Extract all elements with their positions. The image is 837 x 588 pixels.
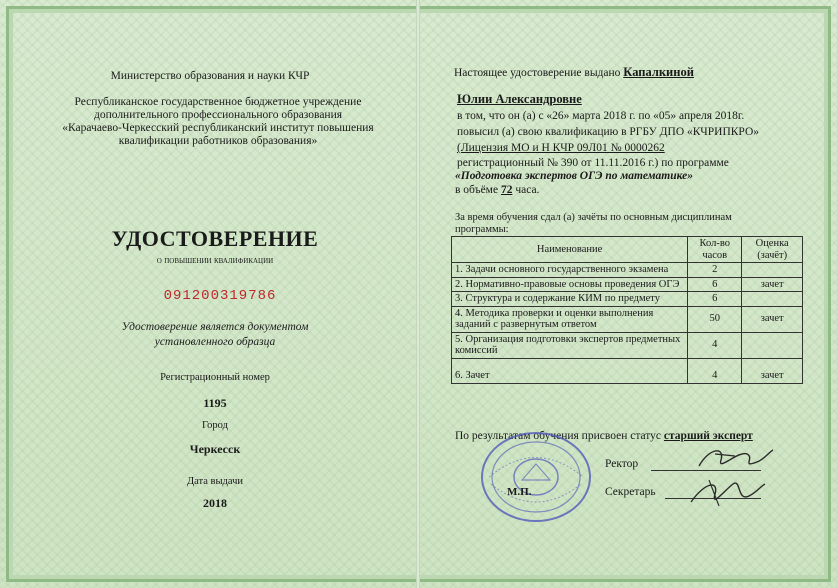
document-subtitle: о повышении квалификации <box>156 256 274 266</box>
subject-hours: 50 <box>688 306 742 332</box>
license-line: (Лицензия МО и Н КЧР 09Л01 № 0000262 <box>457 142 665 154</box>
qualification-line: повысил (а) свою квалификацию в РГБУ ДПО «КЧРИПКРО» <box>457 126 760 138</box>
table-row <box>452 292 803 307</box>
note-line: Удостоверение является документом <box>121 321 309 333</box>
note-line: установленного образца <box>154 336 276 348</box>
reg-number-label: Регистрационный номер <box>160 372 270 383</box>
hours-value: 72 <box>500 184 513 196</box>
hours-prefix: в объёме <box>455 184 499 196</box>
city-value: Черкесск <box>189 442 241 456</box>
header-name: Наименование <box>452 237 688 263</box>
issue-date-label: Дата выдачи <box>186 476 244 487</box>
serial-number: 091200319786 <box>163 288 277 304</box>
official-seal-icon <box>477 428 595 526</box>
subject-hours: 6 <box>688 277 742 292</box>
reg-number-value: 1195 <box>203 396 227 410</box>
rector-signature-icon <box>695 440 775 474</box>
table-row <box>452 277 803 292</box>
header-grade: Оценка (зачёт) <box>742 237 803 263</box>
recipient-given-name: Юлии Александровне <box>457 92 582 106</box>
subject-hours: 2 <box>688 263 742 278</box>
subject-hours: 6 <box>688 292 742 307</box>
program-name: «Подготовка экспертов ОГЭ по математике» <box>455 170 693 182</box>
institution-line: дополнительного профессионального образования <box>93 109 343 121</box>
document-note <box>90 320 340 350</box>
subject-name: 3. Структура и содержание КИМ по предмету <box>452 292 688 307</box>
table-row <box>452 306 803 332</box>
period-line: в том, что он (а) с «26» марта 2018 г. по «05» апреля 2018г. <box>457 110 745 122</box>
institution-line: квалификации работников образования» <box>118 135 318 147</box>
table-row <box>452 263 803 278</box>
subject-grade <box>742 332 803 358</box>
subject-grade: зачет <box>742 306 803 332</box>
secretary-signature-icon <box>685 472 767 512</box>
issue-date-value: 2018 <box>203 496 227 510</box>
subject-name: 2. Нормативно-правовые основы проведения ОГЭ <box>452 277 688 292</box>
institution-name <box>40 96 396 148</box>
header-hours: Кол-во часов <box>688 237 742 263</box>
subject-name: 6. Зачет <box>452 358 688 383</box>
right-page <box>419 0 837 588</box>
subject-name: 1. Задачи основного государственного экзамена <box>452 263 688 278</box>
institution-line: Республиканское государственное бюджетное учреждение <box>74 96 362 108</box>
subject-hours: 4 <box>688 358 742 383</box>
hours-line <box>455 184 539 197</box>
exams-intro-line: За время обучения сдал (а) зачёты по основным дисциплинам <box>455 212 732 223</box>
subject-grade <box>742 292 803 307</box>
subject-name: 5. Организация подготовки экспертов предметных комиссий <box>452 332 688 358</box>
table-row <box>452 332 803 358</box>
exams-intro <box>455 212 815 236</box>
left-page <box>0 0 418 588</box>
city-label: Город <box>202 420 228 431</box>
status-prefix: По результатам обучения присвоен статус <box>455 430 662 442</box>
stamp-label: М.П. <box>507 486 532 498</box>
exams-intro-line: программы: <box>455 224 509 235</box>
secretary-label: Секретарь <box>605 486 656 498</box>
table-header-row <box>452 237 803 263</box>
document-title: УДОСТОВЕРЕНИЕ <box>111 226 319 251</box>
hours-suffix: часа. <box>515 184 540 196</box>
issued-to-line <box>454 66 814 80</box>
subject-name: 4. Методика проверки и оценки выполнения заданий с развернутым ответом <box>452 306 688 332</box>
institution-line: «Карачаево-Черкесский республиканский институт повышения <box>62 122 374 134</box>
rector-label: Ректор <box>605 458 639 470</box>
ministry-name: Министерство образования и науки КЧР <box>110 70 310 82</box>
status-value: старший эксперт <box>663 430 753 442</box>
registration-line: регистрационный № 390 от 11.11.2016 г.) по программе <box>457 157 729 169</box>
subject-grade: зачет <box>742 358 803 383</box>
issued-label: Настоящее удостоверение выдано <box>454 67 621 79</box>
table-row <box>452 358 803 383</box>
subject-hours: 4 <box>688 332 742 358</box>
subject-grade: зачет <box>742 277 803 292</box>
subjects-table <box>451 236 803 384</box>
subject-grade <box>742 263 803 278</box>
recipient-surname: Капалкиной <box>623 65 694 79</box>
